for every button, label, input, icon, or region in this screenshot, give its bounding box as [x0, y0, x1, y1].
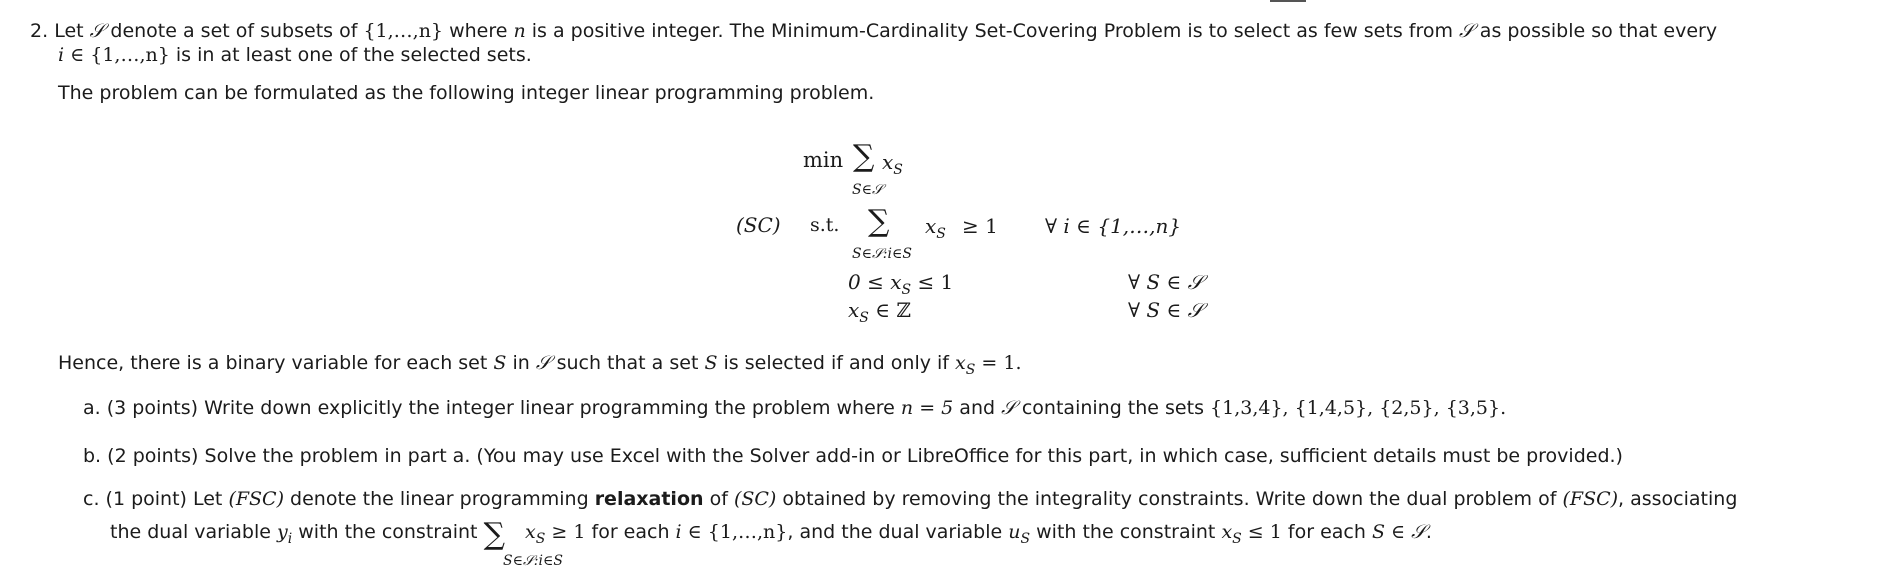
sum-index-objective: S∈𝒮 [852, 182, 883, 198]
part-b: b. (2 points) Solve the problem in part a. (You may use Excel with the Solver add-in or LibreOffice for this part, in which case, sufficient details must be provided.) [83, 445, 1623, 467]
forall-S-integrality: ∀ S ∈ 𝒮 [1128, 298, 1204, 322]
math-set: {1,…,n} [363, 20, 444, 42]
forall-S-bound: ∀ S ∈ 𝒮 [1128, 270, 1204, 294]
intro-text: as possible so that every [1479, 20, 1718, 42]
intro-text: Let [54, 20, 84, 42]
math-script-S: 𝒮 [1459, 20, 1474, 42]
bound-constraint: $0 \le x_S \le 1$ [848, 270, 954, 298]
part-b-label: b. [83, 445, 102, 467]
problem-label: (SC) [736, 213, 781, 237]
formulation-sentence: The problem can be formulated as the following integer linear programming problem. [58, 82, 875, 104]
math-n: n [513, 20, 526, 42]
intro-line-2 [58, 42, 532, 68]
relaxation-keyword: relaxation [594, 488, 704, 510]
math-i-in: i ∈ [58, 44, 85, 66]
part-a-label: a. [83, 397, 101, 419]
problem-number: 2. [30, 20, 49, 42]
math-set: {1,…,n} [90, 44, 170, 66]
intro-line-1 [30, 18, 1717, 44]
objective-var: $x_S$ [882, 150, 903, 178]
math-script-S: 𝒮 [89, 20, 105, 42]
hence-sentence: Hence, there is a binary variable for each set S in 𝒮 such that a set S is selected if and only if $x_S = 1$. [58, 352, 1022, 378]
intro-text: denote a set of subsets of [110, 20, 358, 42]
sum-index-constraint: S∈𝒮:i∈S [852, 246, 912, 262]
forall-i: ∀ i ∈ {1,…,n} [1045, 214, 1182, 238]
intro-text: where [449, 20, 508, 42]
part-c-line-2: the dual variable $y_i$ with the constraint ∑ $x_S \ge 1$ for each i ∈ {1,…,n}, and the dual variable $u_S$ with the constraint $x_S \le 1$ for each S ∈ 𝒮. [110, 517, 1432, 552]
part-c-label: c. [83, 488, 100, 510]
part-a: a. (3 points) Write down explicitly the integer linear programming the problem where n = 5 and 𝒮 containing the sets {1,3,4}, {1,4,5}, {2,5}, {3,5}. [83, 397, 1507, 419]
integrality-constraint: $x_S$ ∈ ℤ [848, 298, 911, 326]
intro-text: is a positive integer. The Minimum-Cardinality Set-Covering Problem is to select as few sets from [531, 20, 1453, 42]
sum-index-inline: S∈𝒮:i∈S [503, 553, 563, 569]
min-operator: min [803, 148, 844, 172]
intro-text: is in at least one of the selected sets. [175, 44, 532, 66]
subject-to: s.t. [810, 214, 840, 236]
sigma-constraint: ∑ [868, 204, 890, 239]
constraint-var: $x_S$ [925, 214, 946, 242]
part-c-line-1: c. (1 point) Let (FSC) denote the linear programming relaxation of (SC) obtained by removing the integrality constraints. Write down the dual problem of (FSC), associating [83, 488, 1738, 510]
part-a-sets: {1,3,4}, {1,4,5}, {2,5}, {3,5}. [1210, 397, 1507, 419]
sigma-objective: ∑ [853, 139, 875, 174]
constraint-rhs: ≥ 1 [962, 214, 998, 238]
top-edge-mark [1270, 0, 1306, 2]
sigma-inline: ∑ [483, 517, 505, 552]
